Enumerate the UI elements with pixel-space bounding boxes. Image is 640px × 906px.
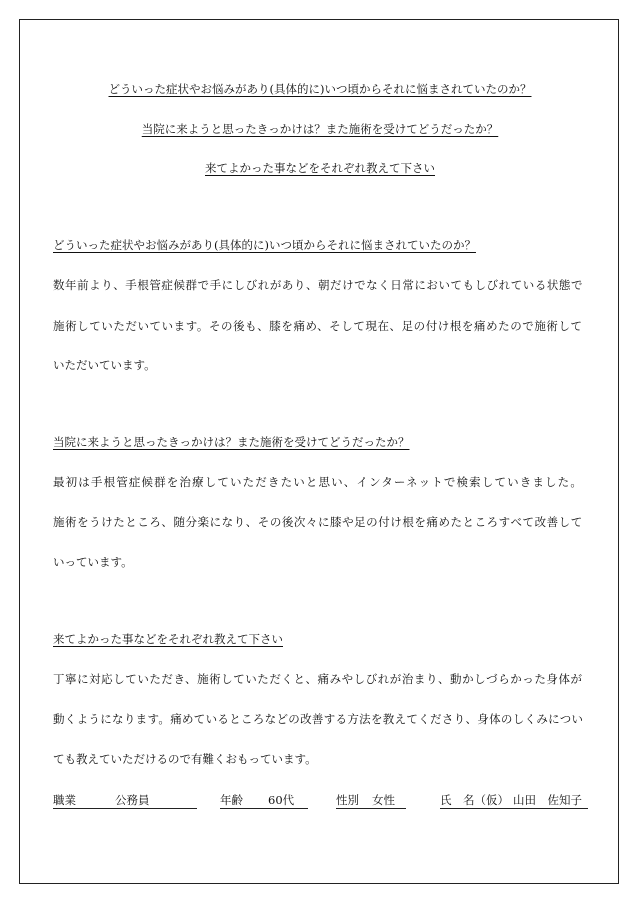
section-2-line-2: 施術をうけたところ、随分楽になり、その後次々に膝や足の付け根を痛めたところすべて改善して (53, 515, 583, 529)
age-underline (220, 808, 308, 809)
header-question-2: 当院に来ようと思ったきっかけは？また施術を受けてどうだったか？ (141, 122, 499, 136)
section-3-title: 来てよかった事などをそれぞれ教えて下さい (53, 632, 283, 646)
section-3-line-1: 丁寧に対応していただき、施術していただくと、痛みやしびれが治まり、動かしづらかった身体が (53, 672, 583, 686)
section-1-title: どういった症状やお悩みがあり(具体的に)いつ頃からそれに悩まされていたのか？ (53, 238, 476, 252)
age-value: 60代 (268, 793, 295, 807)
section-3-line-2: 動くようになります。痛めているところなどの改善する方法を教えてくださり、身体のしくみについ (53, 712, 584, 726)
section-1-line-1: 数年前より、手根管症候群で手にしびれがあり、朝だけでなく日常においてもしびれている状態で (53, 278, 583, 292)
gender-label: 性別 (336, 793, 359, 807)
section-2-title: 当院に来ようと思ったきっかけは？また施術を受けてどうだったか？ (53, 435, 410, 449)
section-1-line-3: いただいています。 (53, 358, 156, 372)
section-2-line-3: いっています。 (53, 555, 133, 569)
name-label: 氏 名（仮） (440, 793, 509, 807)
occupation-label: 職業 (53, 793, 76, 807)
header-question-1: どういった症状やお悩みがあり(具体的に)いつ頃からそれに悩まされていたのか？ (108, 82, 532, 96)
age-label: 年齢 (220, 793, 243, 807)
section-3-line-3: ても教えていただけるので有難くおもっています。 (53, 752, 317, 766)
name-underline (440, 808, 588, 809)
gender-value: 女性 (372, 793, 395, 807)
gender-underline (336, 808, 406, 809)
name-value: 山田 佐知子 (513, 793, 582, 807)
occupation-underline (53, 808, 197, 809)
header-question-3: 来てよかった事などをそれぞれ教えて下さい (205, 161, 435, 175)
section-1-line-2: 施術していただいています。その後も、膝を痛め、そして現在、足の付け根を痛めたので施術して (53, 319, 583, 333)
occupation-value: 公務員 (115, 793, 150, 807)
section-2-line-1: 最初は手根管症候群を治療していただきたいと思い、インターネットで検索していきました。 (53, 475, 583, 489)
